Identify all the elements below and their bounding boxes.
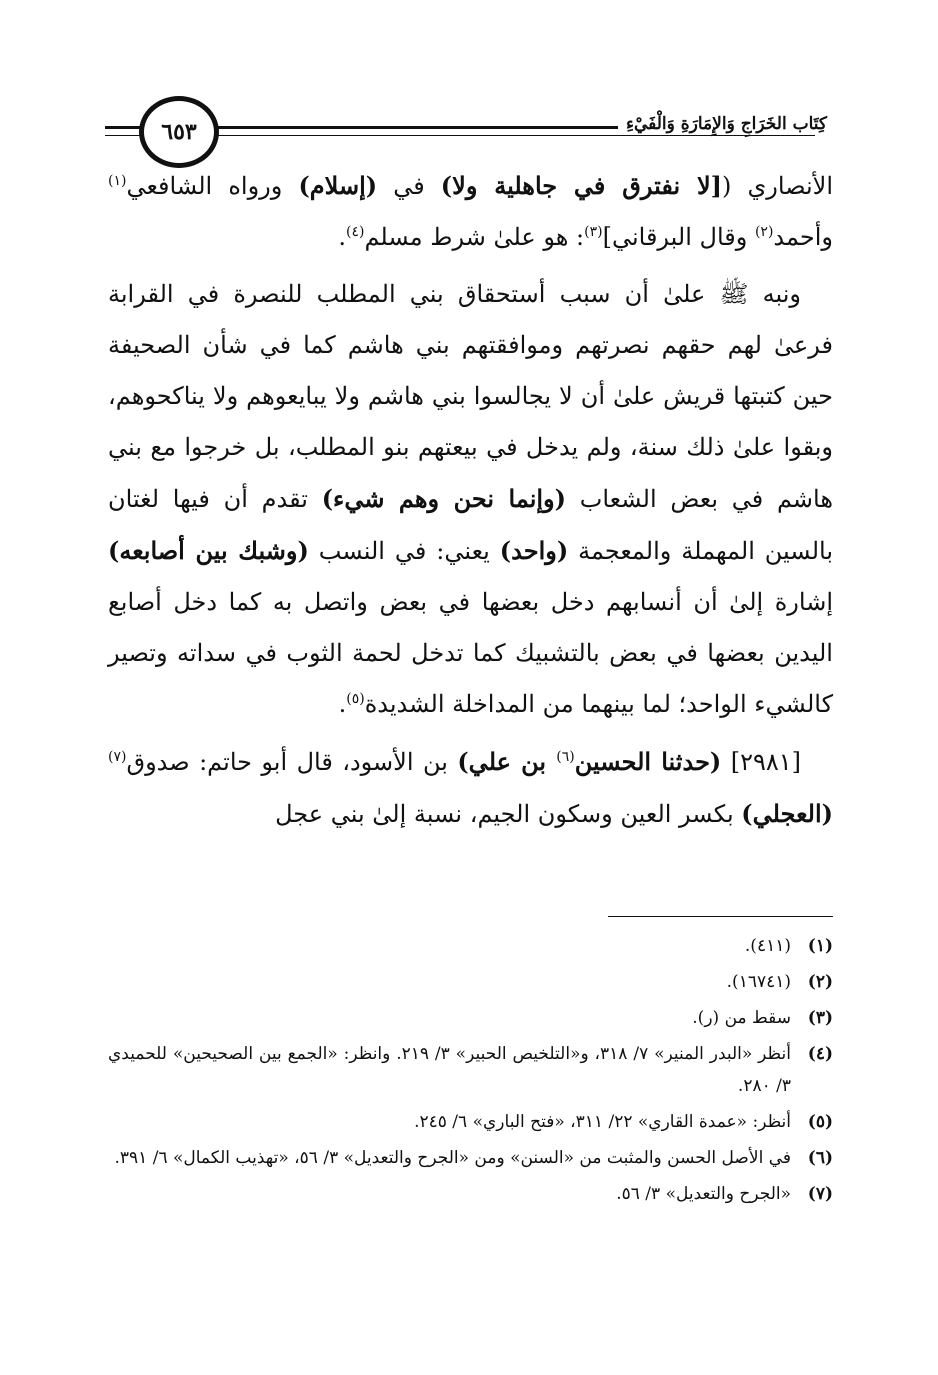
footnote-number: (٥) xyxy=(807,1112,833,1132)
text-run: إشارة إلىٰ أن أنسابهم دخل بعضها في بعض xyxy=(379,588,833,616)
footnote-marker: (٣) xyxy=(584,224,603,240)
text-run: حين كتبتها قريش علىٰ أن لا يجالسوا بني هاشم ولا يبايعوهم ولا xyxy=(212,382,833,410)
bold-quote: (حدثنا الحسين xyxy=(574,747,722,776)
footnote-separator xyxy=(608,916,833,917)
bold-quote: [لا نفترق في جاهلية ولا) xyxy=(440,171,723,200)
footnote-text: في الأصل الحسن والمثبت من «السنن» ومن «الجرح والتعديل» ٣/ ٥٦، «تهذيب الكمال» ٦/ ٣٩١. xyxy=(114,1148,791,1168)
body-paragraph xyxy=(108,736,833,840)
page-number: ٦٥٣ xyxy=(161,119,197,145)
footnote-number: (٢) xyxy=(807,972,833,992)
text-run: الأنصاري ( xyxy=(722,172,834,200)
footnote-number: (٣) xyxy=(807,1008,833,1028)
text-run: : هو علىٰ شرط مسلم xyxy=(364,223,585,251)
footnote-item xyxy=(108,1142,833,1174)
text-run: يعني: في النسب xyxy=(318,537,500,565)
bold-quote: بن علي) xyxy=(457,747,557,776)
text-run: . xyxy=(338,223,346,251)
footnote-text: سقط من (ر). xyxy=(692,1008,791,1028)
page-number-oval xyxy=(139,96,219,168)
footnote-number: (١) xyxy=(807,936,833,956)
footnote-number: (٧) xyxy=(807,1184,833,1204)
running-title: كِتَاب الخَرَاجِ وَالإِمَارَةِ وَالْفَيْءِ xyxy=(618,114,827,134)
footnote-number: (٤) xyxy=(807,1044,833,1064)
footnote-item xyxy=(108,1038,833,1102)
text-run: تقدم أن فيها لغتان بالسين المهملة والمعجمة xyxy=(108,485,834,565)
text-run: وقال البرقاني] xyxy=(602,223,755,251)
text-run: وأحمد xyxy=(773,223,833,251)
text-run: المداخلة الشديدة xyxy=(364,690,535,718)
footnote-item xyxy=(108,930,833,962)
footnotes-list xyxy=(108,930,833,1214)
bold-quote: (إسلام) xyxy=(298,171,378,200)
text-run: بكسر العين وسكون الجيم، نسبة إلىٰ بني عجل xyxy=(275,800,742,828)
footnote-item xyxy=(108,1002,833,1034)
footnote-text: «الجرح والتعديل» ٣/ ٥٦. xyxy=(616,1184,791,1204)
footnote-text: أنظر: «عمدة القاري» ٢٢/ ٣١١، «فتح الباري» ٦/ ٢٤٥. xyxy=(414,1112,791,1132)
footnote-item xyxy=(108,966,833,998)
text-run: [٢٩٨١] xyxy=(721,748,801,776)
bold-quote: (واحد) xyxy=(499,536,569,565)
text-run: يناكحوهم، وبقوا علىٰ ذلك سنة، ولم يدخل في بيعتهم بنو المطلب، xyxy=(108,382,834,461)
main-text xyxy=(108,160,833,846)
body-paragraph xyxy=(108,160,833,263)
text-run: بن الأسود، قال أبو حاتم: xyxy=(199,748,458,776)
bold-quote: (العجلي) xyxy=(741,799,833,828)
footnote-text: أنظر «البدر المنير» ٧/ ٣١٨، و«التلخيص الحبير» ٣/ ٢١٩. وانظر: «الجمع بين الصحيحين» للحميدي ٣/ ٢٨٠. xyxy=(108,1044,791,1096)
text-run: ونبه ﷺ علىٰ أن سبب أستحقاق بني المطلب للنصرة في القرابة xyxy=(108,280,801,308)
footnote-marker: (٤) xyxy=(345,224,365,240)
page-header xyxy=(105,92,835,166)
footnote-marker: (٢) xyxy=(754,224,774,240)
footnote-text: (١٦٧٤١). xyxy=(726,972,791,992)
text-run: فرعىٰ لهم حقهم نصرتهم وموافقتهم بني هاشم كما في شأن الصحيفة xyxy=(108,331,833,359)
footnote-item xyxy=(108,1106,833,1138)
text-run: واتصل به كما دخل أصابع اليدين بعضها في بعض بالتشبيك كما xyxy=(108,588,833,667)
text-run: في xyxy=(377,172,441,200)
text-run: بل خرجوا مع بني هاشم في بعض الشعاب xyxy=(108,433,834,513)
bold-quote: (وشبك بين أصابعه) xyxy=(108,536,309,565)
text-run: صدوق xyxy=(126,748,190,776)
footnote-number: (٦) xyxy=(807,1148,833,1168)
text-run: تدخل لحمة الثوب في سداته وتصير كالشيء الواحد؛ لما بينهما من xyxy=(108,639,833,718)
footnote-item xyxy=(108,1178,833,1210)
footnote-text: (٤١١). xyxy=(744,936,791,956)
footnote-marker: (٦) xyxy=(556,749,575,765)
text-run: . xyxy=(338,690,347,718)
header-rule-left xyxy=(105,126,141,136)
body-paragraph xyxy=(108,269,833,730)
footnote-marker: (٥) xyxy=(346,691,365,707)
bold-quote: (وإنما نحن وهم شيء) xyxy=(321,484,566,513)
footnote-marker: (٧) xyxy=(108,749,127,765)
text-run: ورواه الشافعي xyxy=(126,172,299,200)
footnote-marker: (١) xyxy=(108,173,127,189)
